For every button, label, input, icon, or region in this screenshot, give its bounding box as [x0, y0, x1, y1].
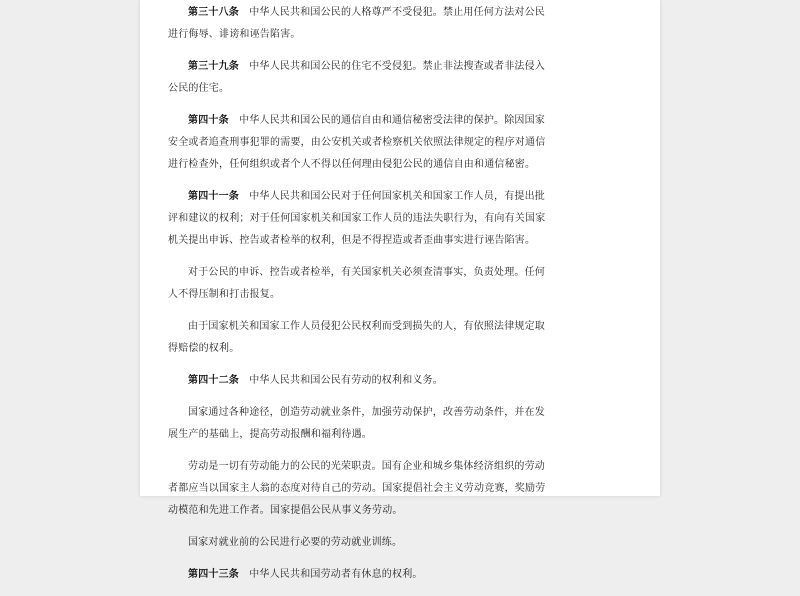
article-text: 中华人民共和国劳动者有休息的权利。 [249, 569, 423, 580]
article-number: 第三十八条 [188, 7, 239, 18]
page-content [168, 2, 548, 596]
article-number: 第四十一条 [188, 191, 239, 202]
article-text: 中华人民共和国公民对于任何国家机关和国家工作人员，有提出批评和建议的权利；对于任何国家机关和国家工作人员的违法失职行为，有向有关国家机关提出申诉、控告或者检举的权利，但是不得捏造或者歪曲事实进行诬告陷害。 [168, 191, 546, 246]
paragraph-article-41-clause-2 [168, 262, 548, 306]
article-text: 由于国家机关和国家工作人员侵犯公民权利而受到损失的人，有依照法律规定取得赔偿的权利。 [168, 321, 545, 354]
article-text: 中华人民共和国公民有劳动的权利和义务。 [249, 375, 444, 386]
article-text: 中华人民共和国公民的通信自由和通信秘密受法律的保护。除因国家安全或者追查刑事犯罪的需要，由公安机关或者检察机关依照法律规定的程序对通信进行检查外，任何组织或者个人不得以任何理由侵犯公民的通信自由和通信秘密。 [168, 115, 546, 170]
article-text: 国家对就业前的公民进行必要的劳动就业训练。 [188, 537, 403, 548]
paragraph-article-43 [168, 564, 548, 586]
article-text: 国家通过各种途径，创造劳动就业条件，加强劳动保护，改善劳动条件，并在发展生产的基础上，提高劳动报酬和福利待遇。 [168, 407, 545, 440]
article-number: 第四十二条 [188, 375, 239, 386]
paragraph-article-38 [168, 2, 548, 46]
article-number: 第四十三条 [188, 569, 239, 580]
paragraph-article-39 [168, 56, 548, 100]
paragraph-article-42-clause-3 [168, 456, 548, 522]
paragraph-article-42-clause-2 [168, 402, 548, 446]
article-text: 劳动是一切有劳动能力的公民的光荣职责。国有企业和城乡集体经济组织的劳动者都应当以国家主人翁的态度对待自己的劳动。国家提倡社会主义劳动竞赛，奖励劳动模范和先进工作者。国家提倡公民从事义务劳动。 [168, 461, 546, 516]
article-number: 第三十九条 [188, 61, 239, 72]
paragraph-article-41 [168, 186, 548, 252]
article-number: 第四十条 [188, 115, 229, 126]
paragraph-article-42 [168, 370, 548, 392]
article-text: 对于公民的申诉、控告或者检举，有关国家机关必须查清事实，负责处理。任何人不得压制和打击报复。 [168, 267, 545, 300]
article-text: 中华人民共和国公民的住宅不受侵犯。禁止非法搜查或者非法侵入公民的住宅。 [168, 61, 546, 94]
paragraph-article-41-clause-3 [168, 316, 548, 360]
paragraph-article-42-clause-4 [168, 532, 548, 554]
article-text: 中华人民共和国公民的人格尊严不受侵犯。禁止用任何方法对公民进行侮辱、诽谤和诬告陷害。 [168, 7, 546, 40]
document-page [140, 0, 660, 580]
paragraph-article-40 [168, 110, 548, 176]
